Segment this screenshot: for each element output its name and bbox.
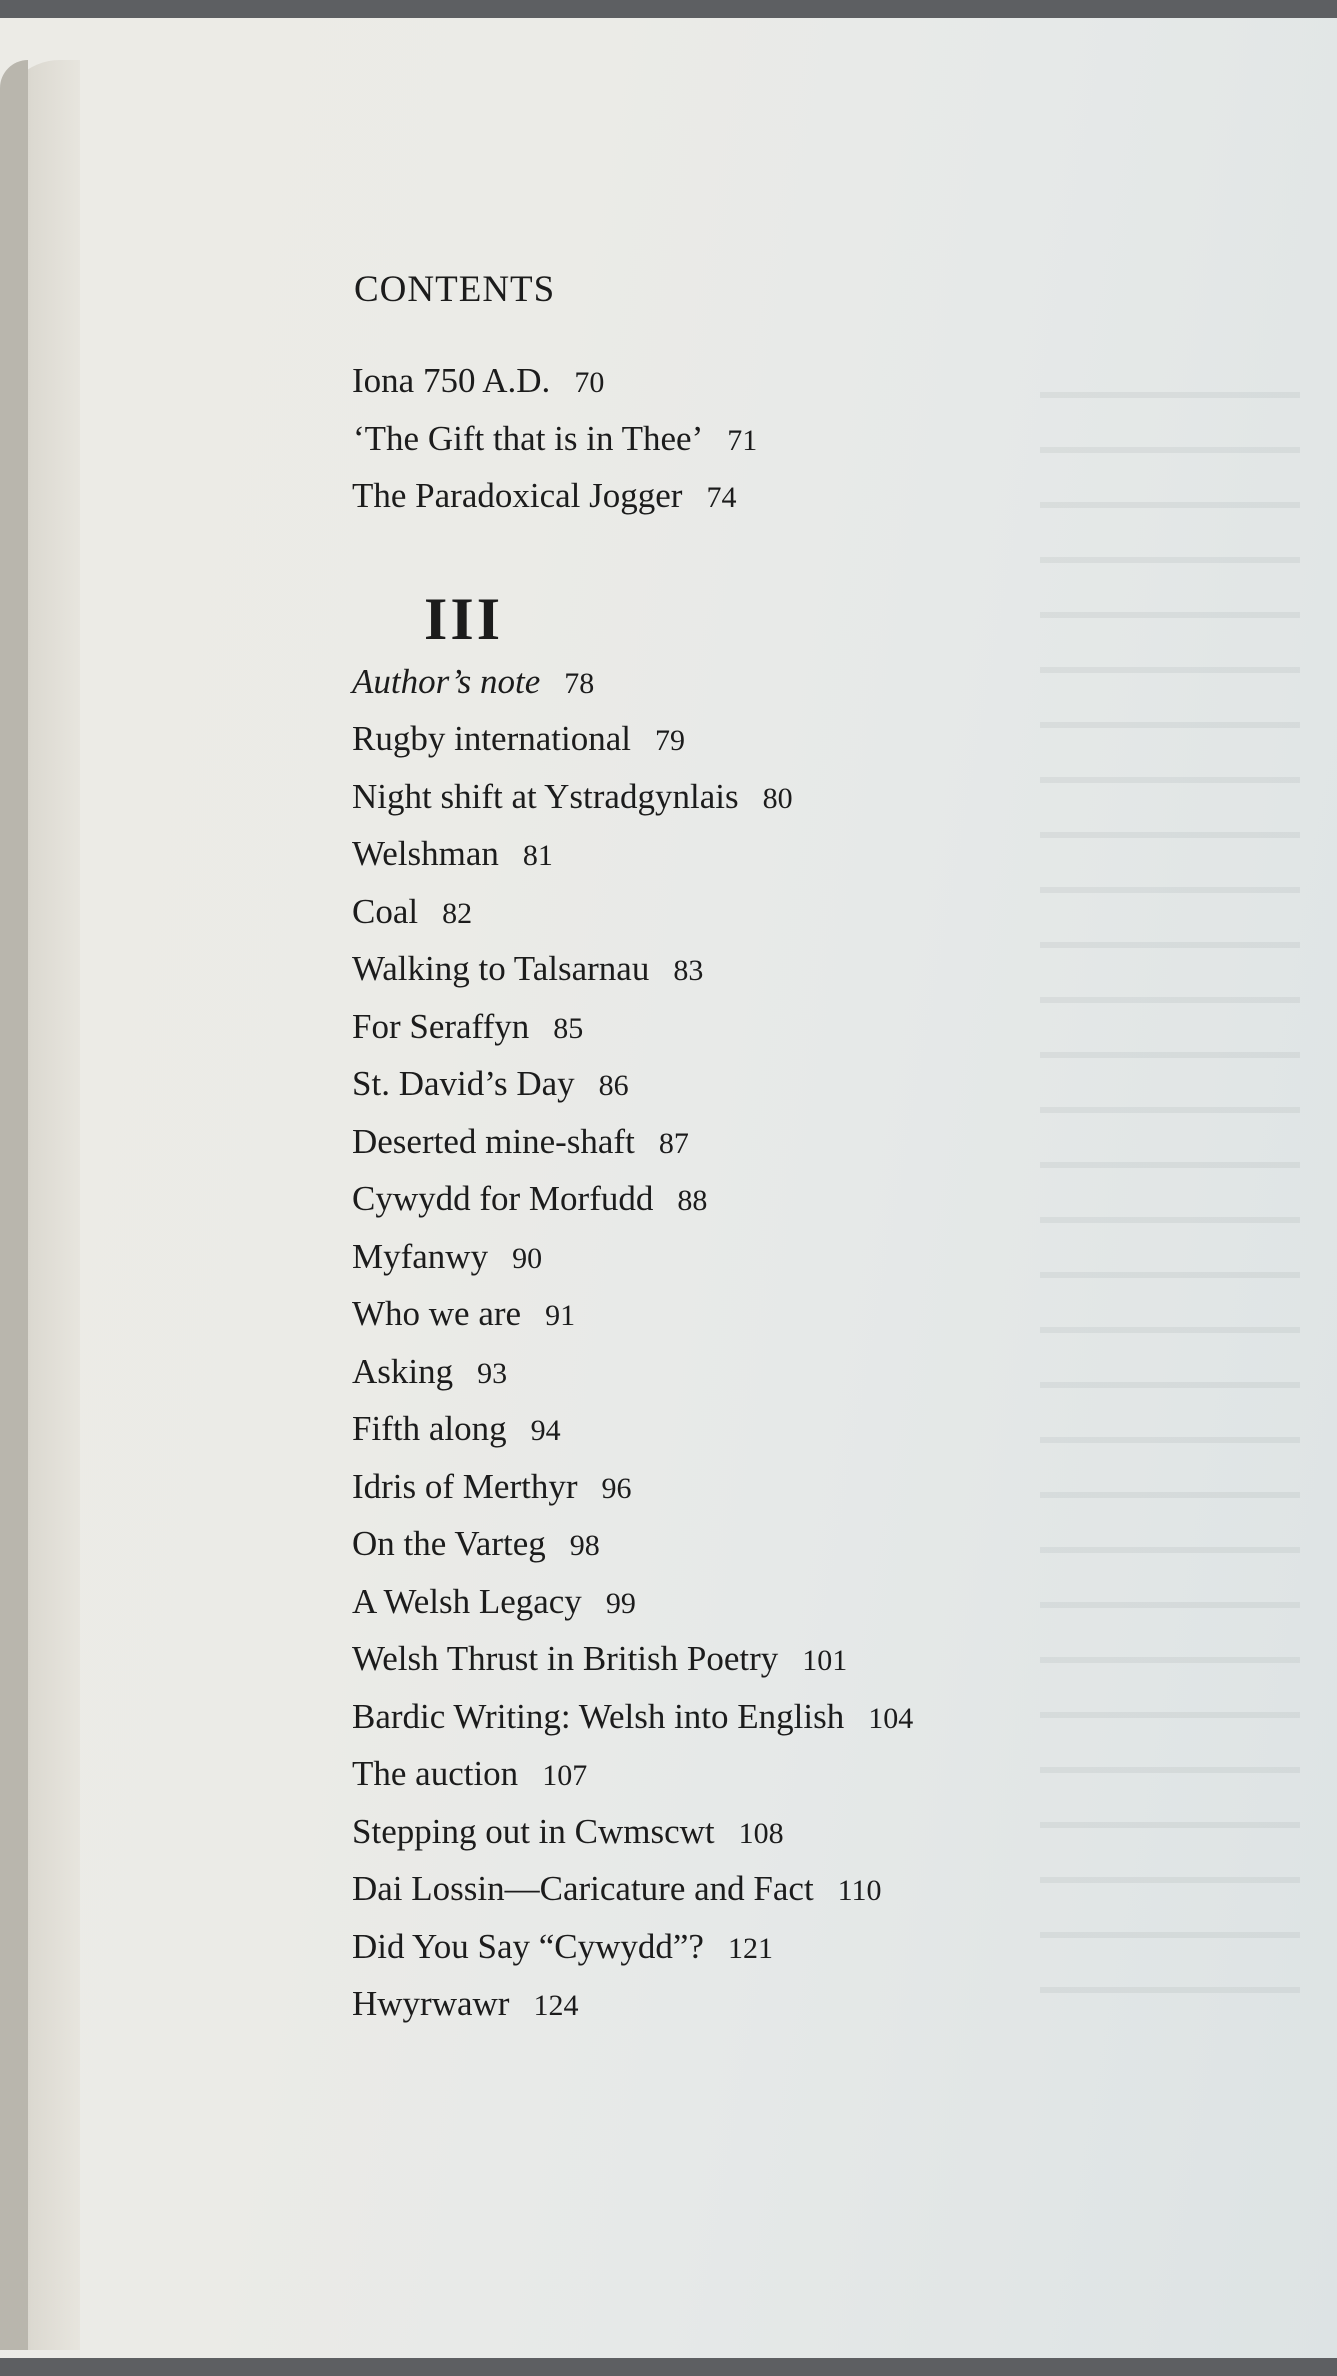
entry-title: Author’s note <box>352 661 541 701</box>
entry-title: St. David’s Day <box>352 1064 575 1103</box>
entry-page-number: 93 <box>477 1356 508 1390</box>
toc-entry <box>352 769 913 827</box>
entry-page-number: 104 <box>868 1701 914 1735</box>
entry-page-number: 107 <box>542 1759 588 1792</box>
entry-page-number: 85 <box>553 1011 584 1045</box>
entry-title: Walking to Talsarnau <box>352 949 650 988</box>
toc-entry <box>352 1344 913 1402</box>
entry-title: Stepping out in Cwmscwt <box>352 1811 715 1851</box>
entry-title: Myfanwy <box>352 1236 489 1276</box>
toc-entry <box>352 1459 913 1517</box>
entry-page-number: 80 <box>762 781 793 815</box>
entry-page-number: 94 <box>530 1414 561 1447</box>
toc-entry <box>352 353 913 411</box>
toc-entry <box>352 1286 913 1344</box>
toc-entry <box>352 1976 913 2034</box>
entry-title: Iona 750 A.D. <box>352 361 551 400</box>
entry-page-number: 98 <box>569 1529 600 1562</box>
page-edge <box>0 60 28 2350</box>
entry-page-number: 79 <box>654 724 685 757</box>
entry-page-number: 108 <box>738 1816 784 1850</box>
entry-title: Bardic Writing: Welsh into English <box>352 1696 845 1736</box>
entry-title: Coal <box>352 891 419 931</box>
toc-entry <box>352 1516 913 1574</box>
entry-title: The Paradoxical Jogger <box>352 476 683 515</box>
entry-page-number: 99 <box>605 1586 636 1620</box>
toc-entry <box>352 1229 913 1287</box>
entry-page-number: 91 <box>545 1299 576 1332</box>
toc-entry <box>352 884 913 942</box>
entry-title: Idris of Merthyr <box>352 1466 578 1506</box>
toc-entry <box>352 711 913 769</box>
toc-entry <box>352 999 913 1057</box>
toc-entry <box>352 941 913 999</box>
entry-page-number: 83 <box>673 954 704 987</box>
entry-page-number: 74 <box>706 481 737 514</box>
entry-title: A Welsh Legacy <box>352 1581 582 1621</box>
toc-entry <box>352 1919 913 1977</box>
entry-page-number: 96 <box>601 1471 632 1505</box>
section-entries <box>352 654 913 2034</box>
entry-page-number: 121 <box>727 1931 773 1965</box>
entry-page-number: 78 <box>564 666 595 700</box>
entry-title: Rugby international <box>352 719 631 758</box>
entry-page-number: 87 <box>658 1126 689 1160</box>
toc-entry <box>352 411 913 469</box>
entry-page-number: 70 <box>574 366 605 399</box>
entry-title: Did You Say “Cywydd”? <box>352 1926 704 1966</box>
entry-title: For Seraffyn <box>352 1006 530 1046</box>
toc-entry <box>352 468 913 526</box>
entry-page-number: 86 <box>598 1069 629 1102</box>
entry-page-number: 71 <box>727 423 758 457</box>
entry-title: On the Varteg <box>352 1524 546 1563</box>
entry-title: Hwyrwawr <box>352 1984 510 2023</box>
book-page <box>0 18 1337 2358</box>
entry-page-number: 90 <box>512 1241 543 1275</box>
entry-page-number: 88 <box>677 1184 708 1217</box>
show-through-text <box>1040 358 1300 1998</box>
toc-entry <box>352 1746 913 1804</box>
entry-page-number: 101 <box>802 1644 848 1677</box>
toc-entry <box>352 1401 913 1459</box>
entry-page-number: 110 <box>837 1874 882 1907</box>
toc-entry <box>352 1689 913 1747</box>
entry-title: Asking <box>352 1351 454 1391</box>
entries-before-section <box>352 353 913 526</box>
toc-entry <box>352 1574 913 1632</box>
toc-entry <box>352 1631 913 1689</box>
entry-title: Night shift at Ystradgynlais <box>352 776 739 816</box>
entry-title: Welshman <box>352 834 499 873</box>
toc-entry <box>352 1171 913 1229</box>
entry-title: Fifth along <box>352 1409 507 1448</box>
section-numeral: III <box>424 585 504 652</box>
toc-entry <box>352 826 913 884</box>
entry-page-number: 82 <box>442 896 473 930</box>
entry-title: Deserted mine-shaft <box>352 1121 635 1161</box>
table-of-contents <box>352 268 913 2034</box>
entry-title: ‘The Gift that is in Thee’ <box>353 418 704 458</box>
contents-heading: CONTENTS <box>354 269 556 310</box>
entry-page-number: 124 <box>533 1989 579 2022</box>
toc-entry <box>352 654 913 712</box>
toc-entry <box>352 1114 913 1172</box>
entry-title: The auction <box>352 1754 519 1793</box>
toc-entry <box>352 1804 913 1862</box>
entry-title: Cywydd for Morfudd <box>352 1179 654 1218</box>
entry-title: Who we are <box>352 1294 522 1333</box>
entry-title: Dai Lossin—Caricature and Fact <box>352 1869 814 1908</box>
toc-entry <box>352 1056 913 1114</box>
entry-page-number: 81 <box>522 839 553 872</box>
entry-title: Welsh Thrust in British Poetry <box>352 1639 779 1678</box>
toc-entry <box>352 1861 913 1919</box>
